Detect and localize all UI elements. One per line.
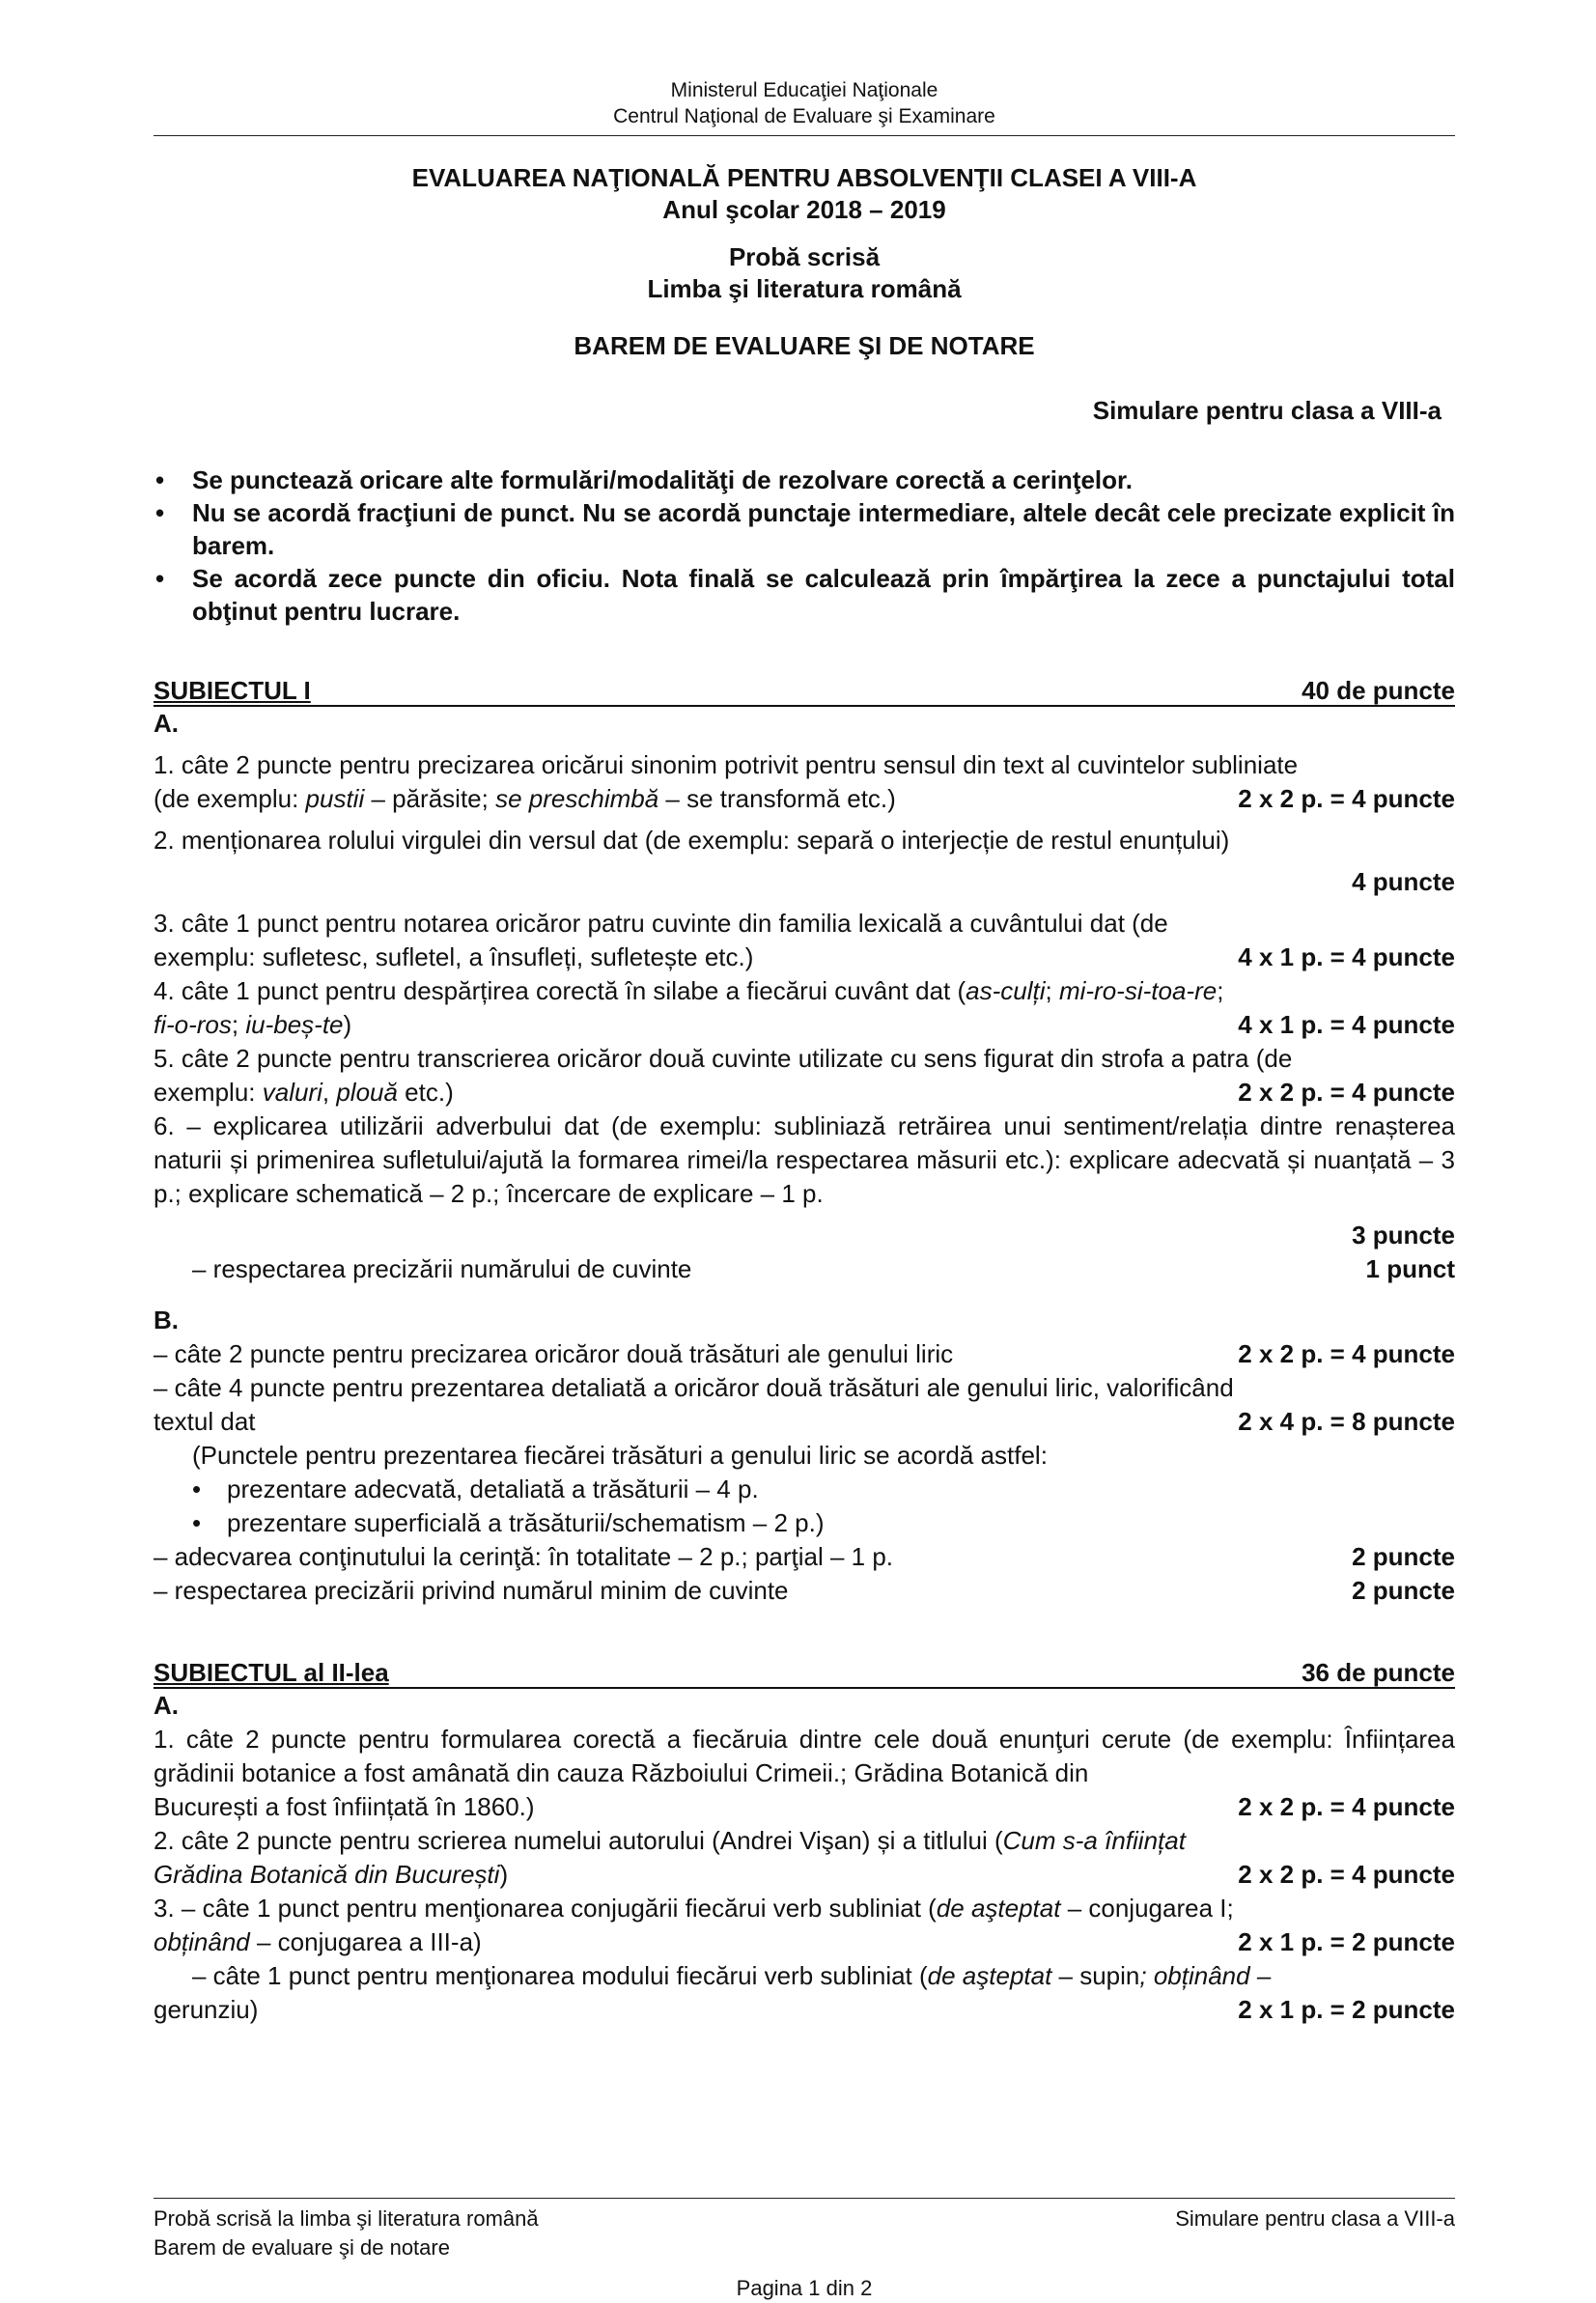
item-points: 2 x 1 p. = 2 puncte [1238, 1995, 1455, 2024]
item-4: 4. câte 1 punct pentru despărțirea corectă în silabe a fiecărui cuvânt dat (as-culți; mi-ro-si-toa-re; fi-o-ros; iu-beș-te) 4 x 1 p. = 4 puncte [154, 974, 1455, 1042]
item-3: 3. – câte 1 punct pentru menţionarea conjugării fiecărui verb subliniat (de aşteptat – conjugarea I; obținând – conjugarea a III-a) 2 x 1 p. = 2 puncte – câte 1 punct pentru menţionarea modului fiecărui verb subliniat (de aşteptat – supin; obținând – gerunziu) 2 x 1 p. = 2 puncte [154, 1892, 1455, 2027]
item-6: 6. – explicarea utilizării adverbului dat (de exemplu: subliniază retrăirea unui sentiment/relația dintre renașterea naturii și primenirea sufletului/ajută la formarea rimei/la respectarea măsurii etc.): explicare adecvată și nuanțată – 3 p.; explicare schematică – 2 p.; încercare de explicare – 1 p. 3 puncte – respectarea precizării numărului de cuvinte 1 punct [154, 1109, 1455, 1286]
item-points: 2 x 2 p. = 4 puncte [1238, 1078, 1455, 1107]
footer-barem: Barem de evaluare şi de notare [154, 2235, 450, 2260]
rule-item: • Nu se acordă fracţiuni de punct. Nu se acordă punctaje intermediare, altele decât cele precizate explicit în barem. [154, 496, 1455, 562]
exam-subject: Limba şi literatura română [647, 274, 962, 303]
scoring-note: (Punctele pentru prezentarea fiecărei trăsături a genului liric se acordă astfel: [192, 1441, 1048, 1470]
barem-title: BAREM DE EVALUARE ŞI DE NOTARE [574, 331, 1035, 360]
footer-simulation: Simulare pentru clasa a VIII-a [1175, 2206, 1455, 2231]
item-5: 5. câte 2 puncte pentru transcrierea oricăror două cuvinte utilizate cu sens figurat din strofa a patra (de exemplu: valuri, plouă etc.) 2 x 2 p. = 4 puncte [154, 1042, 1455, 1109]
item-points: 2 x 2 p. = 4 puncte [1238, 1860, 1455, 1889]
document-title [154, 162, 1455, 362]
rule-item: • Se acordă zece puncte din oficiu. Nota finală se calculează prin împărţirea la zece a punctajului total obţinut pentru lucrare. [154, 562, 1455, 628]
ministry-name: Ministerul Educaţiei Naţionale [670, 79, 938, 101]
general-rules [154, 463, 1455, 628]
header-divider [154, 135, 1455, 136]
item-points: 2 x 1 p. = 2 puncte [1238, 1927, 1455, 1956]
item-points: 2 puncte [1352, 1542, 1455, 1571]
item-1: 1. câte 2 puncte pentru precizarea oricărui sinonim potrivit pentru sensul din text al cuvintelor subliniate (de exemplu: pustii – părăsite; se preschimbă – se transformă etc.) 2 x 2 p. = 4 puncte [154, 748, 1455, 816]
item-points: 2 puncte [1352, 1576, 1455, 1605]
document-page [154, 0, 1455, 2300]
exam-type: Probă scrisă [728, 242, 881, 271]
item-points: 3 puncte [1352, 1221, 1455, 1250]
item-points: 4 x 1 p. = 4 puncte [1238, 1010, 1455, 1039]
item-points: 1 punct [1365, 1254, 1455, 1283]
item-2: 2. menționarea rolului virgulei din versul dat (de exemplu: separă o interjecție de restul enunțului) 4 puncte [154, 824, 1455, 899]
footer-exam: Probă scrisă la limba şi literatura română [154, 2206, 539, 2231]
item-1: 1. câte 2 puncte pentru formularea corectă a fiecăruia dintre cele două enunţuri cerute (de exemplu: Înființarea grădinii botanice a fost amânată din cauza Războiului Crimeii.; Grădina Botanică din București a fost înființată în 1860.) 2 x 2 p. = 4 puncte [154, 1723, 1455, 1824]
item-points: 2 x 2 p. = 4 puncte [1238, 1339, 1455, 1368]
item-2: 2. câte 2 puncte pentru scrierea numelui autorului (Andrei Vişan) și a titlului (Cum s-a înființat Grădina Botanică din București) 2 x 2 p. = 4 puncte [154, 1824, 1455, 1892]
simulation-label: Simulare pentru clasa a VIII-a [1092, 396, 1442, 425]
section-heading [154, 1658, 1455, 1689]
part-label: A. [154, 709, 179, 738]
item-3: 3. câte 1 punct pentru notarea oricăror patru cuvinte din familia lexicală a cuvântului dat (de exemplu: sufletesc, sufletel, a însufleți, sufletește etc.) 4 x 1 p. = 4 puncte [154, 907, 1455, 974]
scoring-bullet: • prezentare adecvată, detaliată a trăsăturii – 4 p. [154, 1473, 1455, 1506]
item-points: 2 x 2 p. = 4 puncte [1238, 784, 1455, 813]
part-b-item-2: – câte 4 puncte pentru prezentarea detaliată a oricăror două trăsături ale genului liric, valorificând textul dat 2 x 4 p. = 8 puncte [154, 1371, 1455, 1439]
part-b-item-3: – adecvarea conţinutului la cerinţă: în totalitate – 2 p.; parţial – 1 p. 2 puncte [154, 1540, 1455, 1574]
school-year: Anul şcolar 2018 – 2019 [662, 195, 946, 224]
part-b-item-1: – câte 2 puncte pentru precizarea oricăror două trăsături ale genului liric 2 x 2 p. = 4 puncte [154, 1337, 1455, 1371]
item-points: 4 x 1 p. = 4 puncte [1238, 942, 1455, 971]
page-header [154, 77, 1455, 129]
center-name: Centrul Naţional de Evaluare şi Examinare [613, 105, 995, 127]
section-title: SUBIECTUL al II-lea [154, 1658, 389, 1687]
section-points: 40 de puncte [1302, 676, 1455, 705]
item-points: 4 puncte [1352, 867, 1455, 896]
part-b-item-4: – respectarea precizării privind numărul minim de cuvinte 2 puncte [154, 1574, 1455, 1608]
page-footer [154, 2198, 1455, 2303]
part-label: A. [154, 1691, 179, 1720]
rule-item: • Se punctează oricare alte formulări/modalităţi de rezolvare corectă a cerinţelor. [154, 463, 1455, 496]
scoring-bullet: • prezentare superficială a trăsăturii/schematism – 2 p.) [154, 1506, 1455, 1540]
item-points: 2 x 2 p. = 4 puncte [1238, 1792, 1455, 1821]
barem-body [154, 676, 1455, 2027]
section-points: 36 de puncte [1302, 1658, 1455, 1687]
item-points: 2 x 4 p. = 8 puncte [1238, 1407, 1455, 1436]
section-title: SUBIECTUL I [154, 676, 311, 705]
page-number: Pagina 1 din 2 [736, 2276, 873, 2300]
exam-title: EVALUAREA NAŢIONALĂ PENTRU ABSOLVENŢII CLASEI A VIII-A [411, 163, 1197, 192]
section-heading [154, 676, 1455, 707]
part-label: B. [154, 1306, 179, 1334]
